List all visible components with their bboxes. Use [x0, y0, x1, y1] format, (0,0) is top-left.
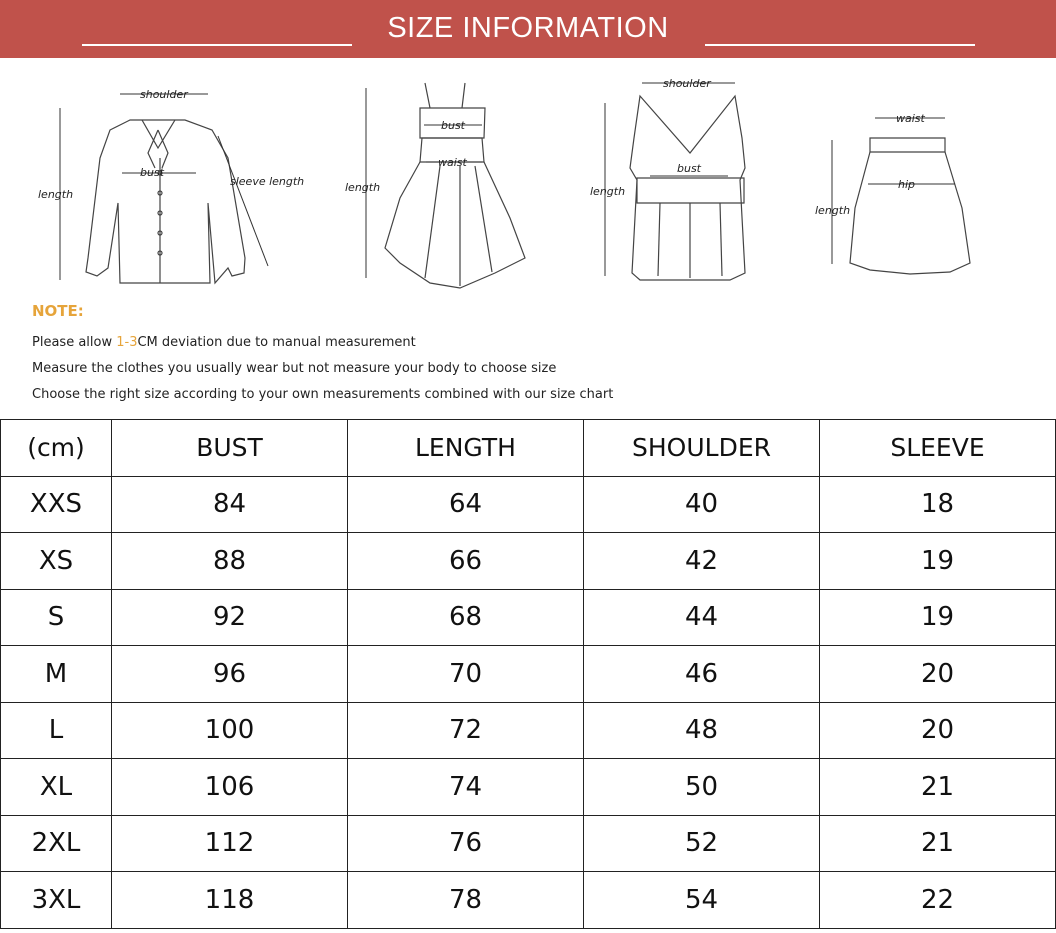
header-bust: BUST	[112, 420, 348, 477]
note-line-choose: Choose the right size according to your own measurements combined with our size chart	[32, 387, 614, 402]
header-unit: (cm)	[1, 420, 112, 477]
title-banner	[0, 0, 1056, 58]
blouse-length-label: length	[38, 188, 74, 201]
cell-size: M	[1, 646, 112, 703]
tank-bust-label: bust	[677, 162, 701, 175]
table-row	[1, 759, 1056, 816]
cell-length: 78	[348, 872, 584, 929]
cell-size: L	[1, 702, 112, 759]
table-row	[1, 533, 1056, 590]
skirt-waist-label: waist	[896, 112, 925, 125]
cell-shoulder: 44	[584, 589, 820, 646]
cell-bust: 118	[112, 872, 348, 929]
cell-bust: 112	[112, 815, 348, 872]
table-row	[1, 702, 1056, 759]
cell-size: 2XL	[1, 815, 112, 872]
cell-shoulder: 50	[584, 759, 820, 816]
header-length: LENGTH	[348, 420, 584, 477]
cell-sleeve: 21	[820, 759, 1056, 816]
cell-size: XS	[1, 533, 112, 590]
note-line-deviation	[32, 330, 613, 356]
cell-size: 3XL	[1, 872, 112, 929]
dress-bust-label: bust	[441, 119, 465, 132]
cell-sleeve: 20	[820, 646, 1056, 703]
cell-length: 72	[348, 702, 584, 759]
table-row	[1, 646, 1056, 703]
cell-sleeve: 22	[820, 872, 1056, 929]
cell-length: 70	[348, 646, 584, 703]
cell-length: 66	[348, 533, 584, 590]
dress-waist-label: waist	[438, 156, 467, 169]
cell-size: S	[1, 589, 112, 646]
table-row	[1, 589, 1056, 646]
cell-shoulder: 54	[584, 872, 820, 929]
header-shoulder: SHOULDER	[584, 420, 820, 477]
cell-shoulder: 48	[584, 702, 820, 759]
table-header-row	[1, 420, 1056, 477]
cell-size: XXS	[1, 476, 112, 533]
header-sleeve: SLEEVE	[820, 420, 1056, 477]
cell-shoulder: 40	[584, 476, 820, 533]
cell-size: XL	[1, 759, 112, 816]
note-line-measure: Measure the clothes you usually wear but not measure your body to choose size	[32, 361, 557, 376]
cell-sleeve: 21	[820, 815, 1056, 872]
cell-shoulder: 46	[584, 646, 820, 703]
cell-shoulder: 52	[584, 815, 820, 872]
cell-length: 74	[348, 759, 584, 816]
cell-bust: 88	[112, 533, 348, 590]
table-row	[1, 476, 1056, 533]
blouse-sleeve-label: sleeve length	[230, 175, 305, 188]
note-title: NOTE:	[32, 302, 84, 320]
banner-divider-right	[705, 44, 975, 46]
note-line1-prefix: Please allow	[32, 335, 117, 350]
cell-length: 76	[348, 815, 584, 872]
table-row	[1, 872, 1056, 929]
tank-illustration	[630, 96, 745, 280]
cell-bust: 100	[112, 702, 348, 759]
cell-bust: 92	[112, 589, 348, 646]
blouse-bust-label: bust	[140, 166, 164, 179]
cell-shoulder: 42	[584, 533, 820, 590]
cell-bust: 96	[112, 646, 348, 703]
cell-length: 64	[348, 476, 584, 533]
table-row	[1, 815, 1056, 872]
cell-sleeve: 19	[820, 589, 1056, 646]
dress-illustration	[385, 83, 525, 288]
blouse-shoulder-label: shoulder	[140, 88, 188, 101]
cell-length: 68	[348, 589, 584, 646]
cell-sleeve: 19	[820, 533, 1056, 590]
tank-length-label: length	[590, 185, 626, 198]
note-section	[32, 302, 613, 408]
skirt-illustration	[850, 138, 970, 274]
size-chart-table	[0, 419, 1056, 929]
dress-length-label: length	[345, 181, 381, 194]
note-deviation-range: 1-3	[116, 335, 138, 350]
cell-bust: 106	[112, 759, 348, 816]
page-title: SIZE INFORMATION	[387, 12, 669, 44]
cell-bust: 84	[112, 476, 348, 533]
tank-shoulder-label: shoulder	[663, 77, 711, 90]
cell-sleeve: 18	[820, 476, 1056, 533]
note-line1-suffix: CM deviation due to manual measurement	[137, 335, 416, 350]
cell-sleeve: 20	[820, 702, 1056, 759]
skirt-length-label: length	[815, 204, 851, 217]
skirt-hip-label: hip	[898, 178, 916, 191]
